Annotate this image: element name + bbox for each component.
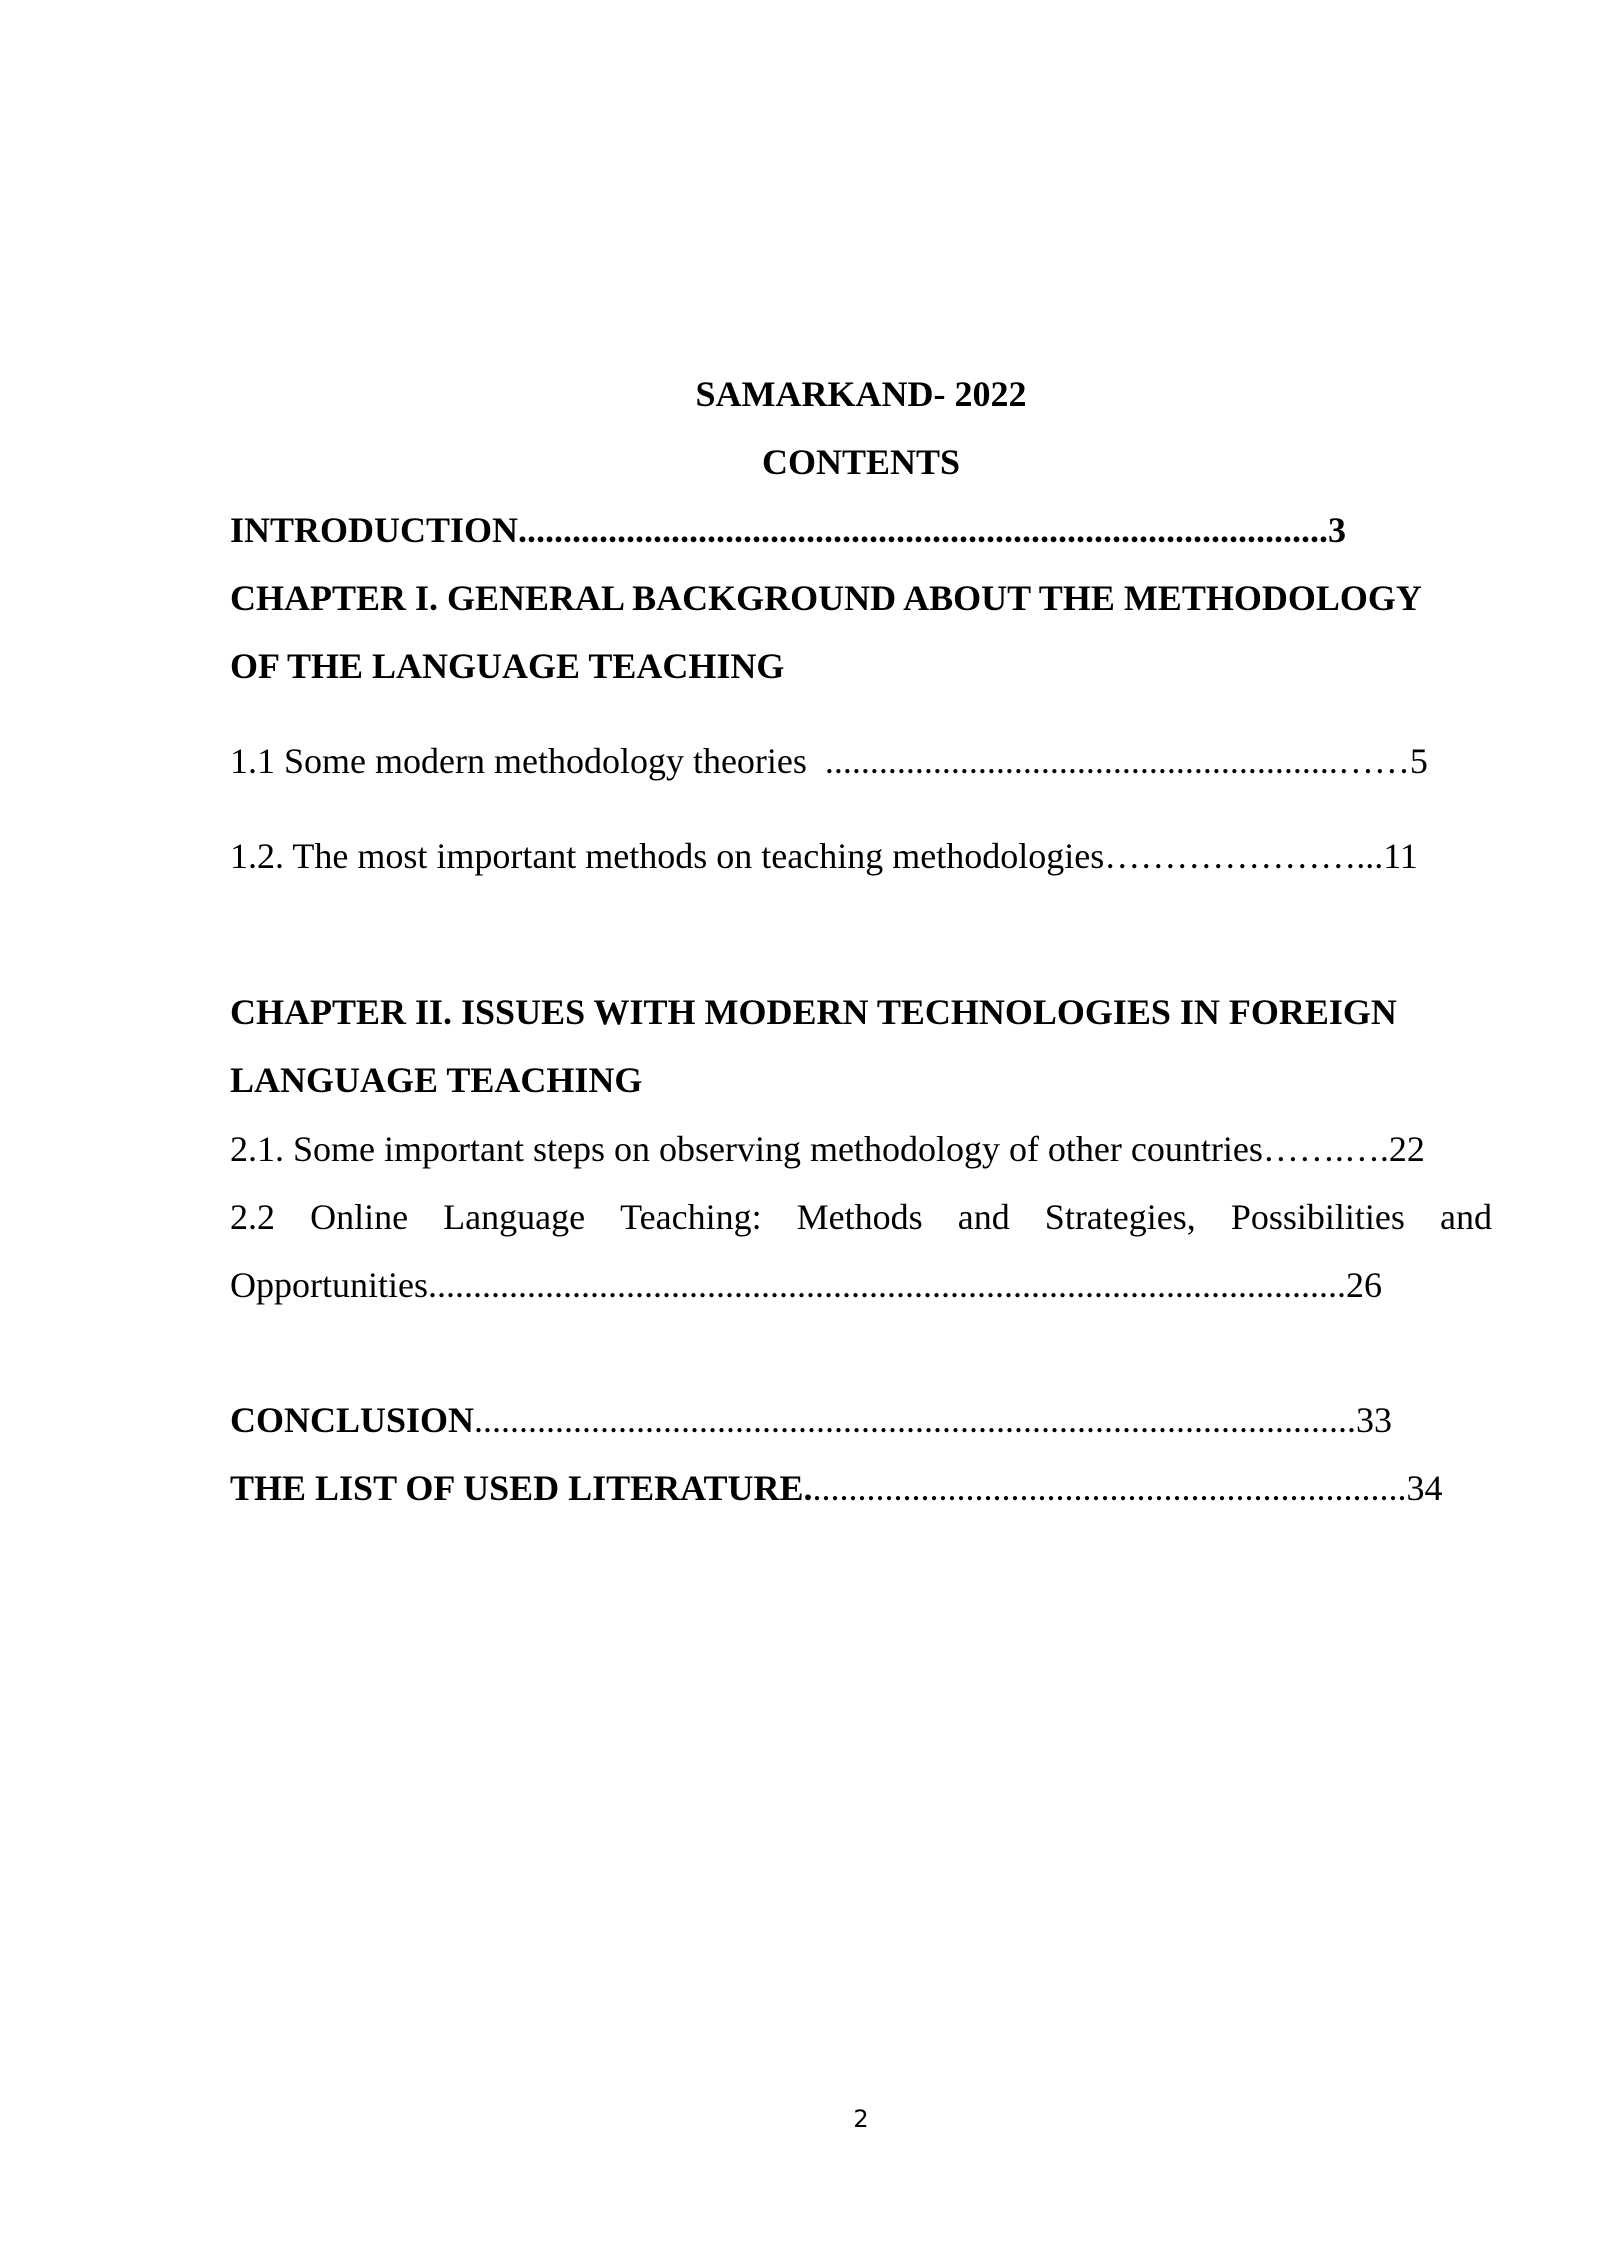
toc-label: 1.1 Some modern methodology theories	[230, 741, 825, 781]
page-number: 2	[853, 2105, 869, 2133]
toc-chapter-1-line-2: OF THE LANGUAGE TEACHING	[230, 646, 785, 686]
toc-leader-dots: .........................................................……	[824, 741, 1410, 781]
toc-entry-introduction	[230, 508, 1492, 552]
toc-page-number: 11	[1383, 836, 1418, 876]
toc-word: Teaching:	[620, 1197, 762, 1237]
toc-chapter-1-line-1: CHAPTER I. GENERAL BACKGROUND ABOUT THE METHODOLOGY	[230, 578, 1422, 618]
toc-word: Language	[443, 1197, 586, 1237]
toc-page-number: 26	[1345, 1265, 1382, 1305]
toc-word: and	[957, 1197, 1010, 1237]
toc-word: and	[1439, 1197, 1492, 1237]
toc-entry-conclusion	[230, 1398, 1492, 1442]
toc-page-number: 33	[1356, 1400, 1393, 1440]
toc-page-number: 5	[1409, 741, 1428, 781]
toc-leader-dots: ..................................................................................................	[474, 1400, 1357, 1440]
toc-entry-1-2	[230, 834, 1492, 878]
toc-chapter-2-line-1: CHAPTER II. ISSUES WITH MODERN TECHNOLOGIES IN FOREIGN	[230, 992, 1397, 1032]
toc-word: Methods	[796, 1197, 923, 1237]
toc-leader-dots: ..........................................................................................	[518, 510, 1329, 550]
toc-label: 1.2. The most important methods on teaching methodologies	[230, 836, 1105, 876]
toc-label: THE LIST OF USED LITERATURE.	[230, 1468, 813, 1508]
toc-entry-1-1	[230, 739, 1482, 783]
city-year-heading: SAMARKAND- 2022	[695, 374, 1027, 414]
toc-page-number: 34	[1406, 1468, 1443, 1508]
toc-entry-2-2-line-2	[230, 1263, 1492, 1307]
toc-label: 2.1. Some important steps on observing methodology of other countries	[230, 1129, 1263, 1169]
toc-chapter-2-line-2: LANGUAGE TEACHING	[230, 1060, 643, 1100]
toc-leader-dots: ......................................................................................................	[427, 1265, 1346, 1305]
toc-label: INTRODUCTION	[230, 510, 519, 550]
toc-page-number: 3	[1328, 510, 1347, 550]
toc-entry-literature	[230, 1466, 1476, 1510]
toc-label: Opportunities	[230, 1265, 428, 1305]
toc-label: CONCLUSION	[230, 1400, 475, 1440]
toc-word: Possibilities	[1230, 1197, 1405, 1237]
toc-word: 2.2	[230, 1197, 275, 1237]
contents-title: CONTENTS	[761, 442, 961, 482]
toc-word: Online	[310, 1197, 409, 1237]
toc-leader-dots: …………………...	[1104, 836, 1384, 876]
toc-leader-dots: ..................................................................	[812, 1468, 1407, 1508]
toc-entry-2-1	[230, 1127, 1486, 1171]
toc-page-number: 22	[1388, 1129, 1425, 1169]
toc-word: Strategies,	[1044, 1197, 1196, 1237]
toc-leader-dots: …….….	[1262, 1129, 1389, 1169]
toc-entry-2-2-line-1	[230, 1195, 1492, 1239]
